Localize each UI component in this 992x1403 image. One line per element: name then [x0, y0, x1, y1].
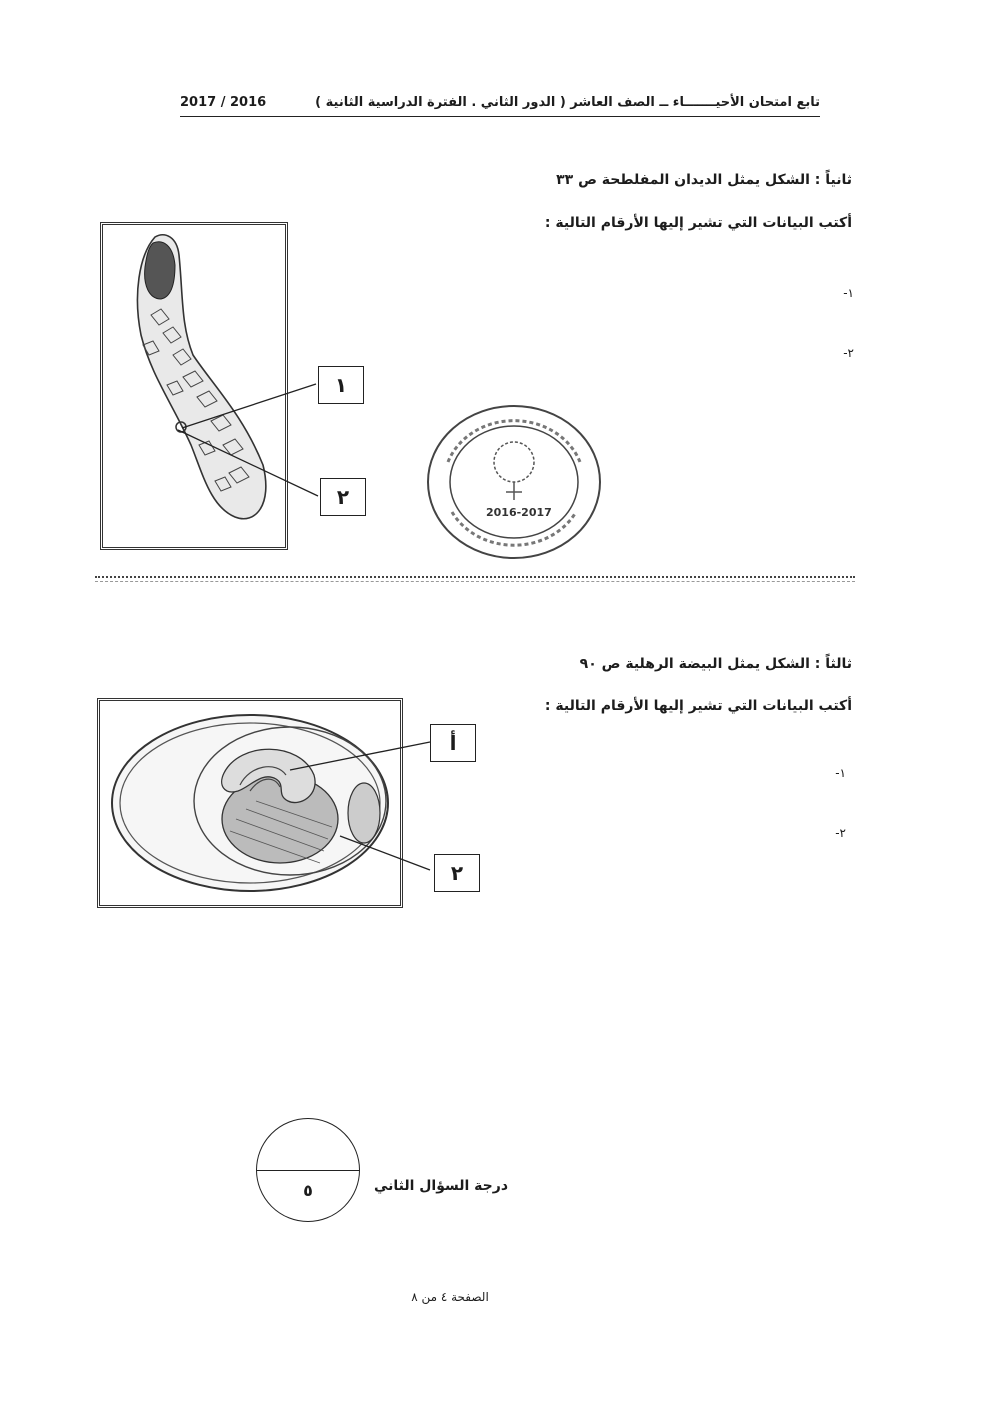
section-separator	[95, 576, 855, 582]
egg-leader-lines	[280, 730, 440, 880]
flatworm-leader-lines	[170, 370, 330, 520]
question3-callout-1-label: أ	[449, 731, 457, 755]
question2-answer-2: ٢-	[843, 346, 854, 360]
question3-callout-2	[434, 854, 480, 892]
score-value: ٥	[303, 1181, 313, 1200]
question2-callout-1-label: ١	[334, 373, 348, 397]
seal-years: 2016-2017	[486, 506, 552, 519]
question2-answer-1: ١-	[843, 286, 854, 300]
question3-callout-1	[430, 724, 476, 762]
question3-answer-2: ٢-	[835, 826, 846, 840]
page-footer: الصفحة ٤ من ٨	[411, 1290, 489, 1304]
ministry-seal	[424, 402, 604, 562]
question3-instruction: أكتب البيانات التي تشير إليها الأرقام التالية :	[544, 698, 852, 714]
question2-callout-2	[320, 478, 366, 516]
score-divider	[257, 1170, 359, 1171]
score-label: درجة السؤال الثاني	[373, 1178, 508, 1194]
question3-callout-2-label: ٢	[450, 861, 464, 885]
question2-callout-2-label: ٢	[336, 485, 350, 509]
header-title: تابع امتحان الأحيـــــــاء ــ الصف العاشر ( الدور الثاني . الفترة الدراسية الثانية )	[315, 95, 820, 110]
page-header	[180, 94, 820, 117]
question2-instruction: أكتب البيانات التي تشير إليها الأرقام التالية :	[544, 215, 852, 231]
question3-answer-1: ١-	[835, 766, 846, 780]
question2-callout-1	[318, 366, 364, 404]
question2-title: ثانياً : الشكل يمثل الديدان المفلطحة ص ٣٣	[556, 172, 852, 188]
question3-title: ثالثاً : الشكل يمثل البيضة الرهلية ص ٩٠	[579, 656, 852, 672]
score-circle	[256, 1118, 360, 1222]
header-year: 2017 / 2016	[180, 95, 267, 110]
seal-drawing	[424, 402, 604, 562]
